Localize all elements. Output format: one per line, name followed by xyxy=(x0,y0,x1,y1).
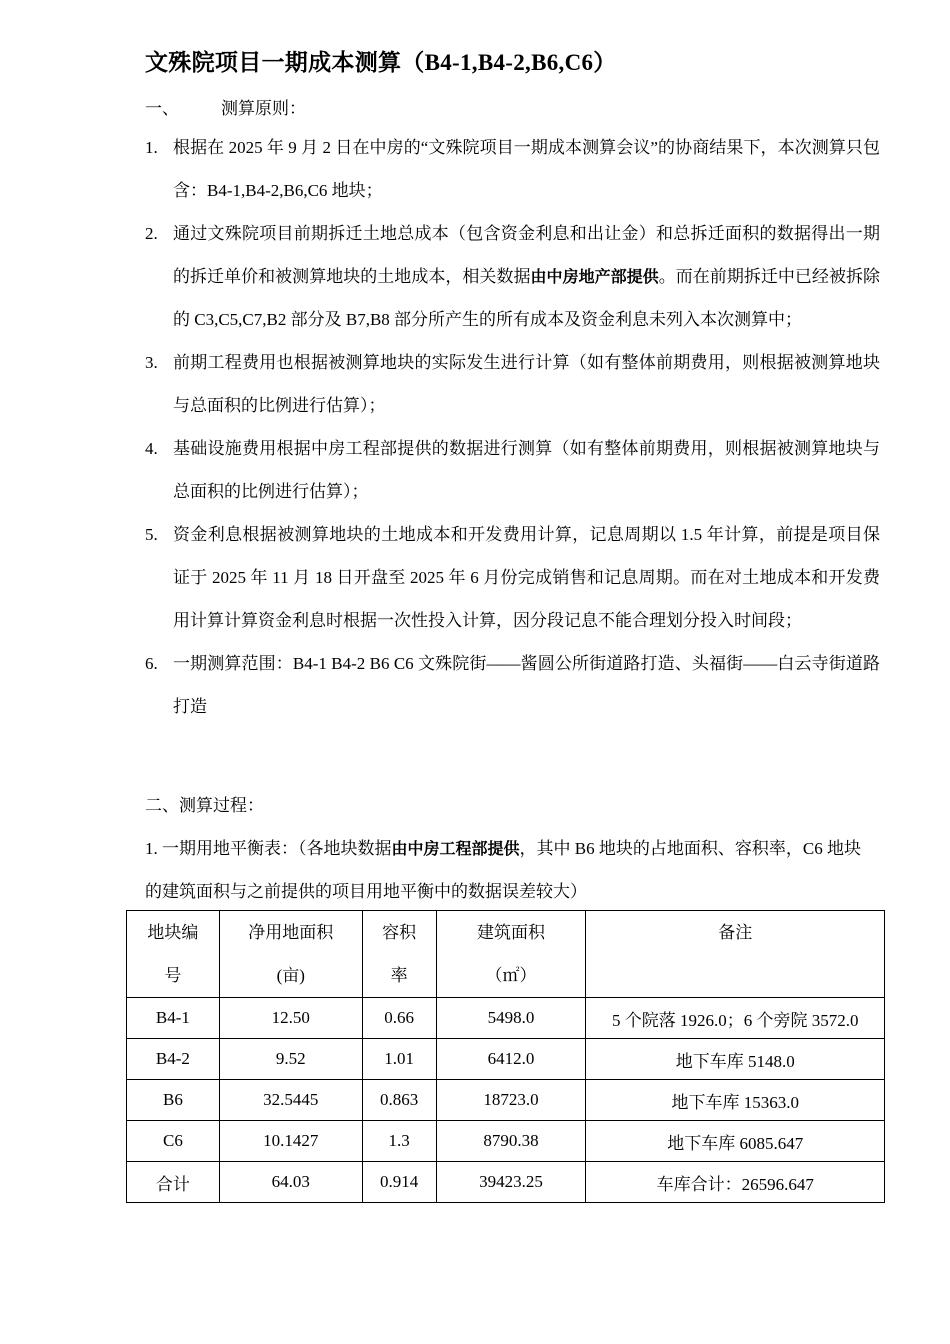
table-cell: 0.914 xyxy=(362,1162,436,1203)
table-cell: B4-1 xyxy=(127,998,220,1039)
column-header-plot-id: 地块编 号 xyxy=(127,911,220,998)
list-item-number: 1. xyxy=(145,138,158,157)
table-cell: 18723.0 xyxy=(436,1080,586,1121)
list-item xyxy=(145,341,880,427)
table-row xyxy=(127,1121,885,1162)
list-item xyxy=(145,212,880,341)
table-cell: 5498.0 xyxy=(436,998,586,1039)
list-item xyxy=(145,427,880,513)
table-row xyxy=(127,1080,885,1121)
table-cell: B6 xyxy=(127,1080,220,1121)
section-label: 测算原则： xyxy=(221,99,306,118)
list-item-number: 2. xyxy=(145,224,158,243)
table-header-row xyxy=(127,911,885,998)
table-cell: B4-2 xyxy=(127,1039,220,1080)
table-cell: 1.3 xyxy=(362,1121,436,1162)
list-item xyxy=(145,126,880,212)
table-cell: 9.52 xyxy=(219,1039,362,1080)
table-cell: 8790.38 xyxy=(436,1121,586,1162)
document-title: 文殊院项目一期成本测算（B4-1,B4-2,B6,C6） xyxy=(145,50,617,75)
table-cell: 5 个院落 1926.0；6 个旁院 3572.0 xyxy=(586,998,885,1039)
table-cell: 地下车库 6085.647 xyxy=(586,1121,885,1162)
table-cell: 地下车库 5148.0 xyxy=(586,1039,885,1080)
list-item-number: 3. xyxy=(145,353,158,372)
list-item-text: 根据在 2025 年 9 月 2 日在中房的“文殊院项目一期成本测算会议”的协商结果下，本次测算只包含：B4-1,B4-2,B6,C6 地块； xyxy=(173,138,880,200)
section-heading-process: 二、测算过程： xyxy=(145,796,264,815)
table-cell: 0.66 xyxy=(362,998,436,1039)
list-item-text: 资金利息根据被测算地块的土地成本和开发费用计算，记息周期以 1.5 年计算，前提是项目保证于 2025 年 11 月 18 日开盘至 2025 年 6 月份完成销售和记息周期。而在对土地成本和开发费用计算计算资金利息时根据一次性投入计算，因分段记息不能合理划分投入时间段； xyxy=(173,525,880,630)
list-item-text: 前期工程费用也根据被测算地块的实际发生进行计算（如有整体前期费用，则根据被测算地块与总面积的比例进行估算）； xyxy=(173,353,880,415)
table-cell: 32.5445 xyxy=(219,1080,362,1121)
list-item-text xyxy=(173,212,880,341)
table-cell: 6412.0 xyxy=(436,1039,586,1080)
section-heading-principles xyxy=(145,94,306,119)
list-item-text: 基础设施费用根据中房工程部提供的数据进行测算（如有整体前期费用，则根据被测算地块与总面积的比例进行估算）； xyxy=(173,439,880,501)
table-total-row xyxy=(127,1162,885,1203)
table-cell: 车库合计：26596.647 xyxy=(586,1162,885,1203)
land-balance-table xyxy=(126,910,885,1203)
column-header-remarks: 备注 xyxy=(586,911,885,998)
emphasis-text: 由中房工程部提供 xyxy=(391,839,520,858)
list-item-number: 4. xyxy=(145,439,158,458)
list-item xyxy=(145,513,880,642)
table-cell: 12.50 xyxy=(219,998,362,1039)
principles-list xyxy=(145,126,880,728)
note-text-part: 1. 一期用地平衡表：（各地块数据 xyxy=(145,839,392,858)
list-item-text-part: 。而在前期拆迁中已经被拆除的 C3,C5,C7,B2 部分及 B7,B8 部分所产生的所有成本及资金利息未列入本次测算中； xyxy=(173,267,881,329)
note-text-part: ，其中 B6 地块的占地面积、容积率，C6 地块的建筑面积与之前提供的项目用地平衡中的数据误差较大） xyxy=(145,839,861,901)
list-item xyxy=(145,642,880,728)
table-cell: C6 xyxy=(127,1121,220,1162)
table-cell: 合计 xyxy=(127,1162,220,1203)
list-item-text: 一期测算范围：B4-1 B4-2 B6 C6 文殊院街——酱圆公所街道路打造、头福街——白云寺街道路打造 xyxy=(173,654,880,716)
table-cell-total-floor-area: 39423.25 xyxy=(436,1162,586,1203)
emphasis-text: 由中房地产部提供 xyxy=(530,267,659,286)
table-row xyxy=(127,998,885,1039)
table-row xyxy=(127,1039,885,1080)
column-header-floor-area: 建筑面积 （㎡） xyxy=(436,911,586,998)
land-balance-note xyxy=(145,827,870,913)
list-item-number: 6. xyxy=(145,654,158,673)
list-item-number: 5. xyxy=(145,525,158,544)
table-cell: 0.863 xyxy=(362,1080,436,1121)
table-cell: 10.1427 xyxy=(219,1121,362,1162)
section-number: 一、 xyxy=(145,99,179,118)
column-header-plot-ratio: 容积 率 xyxy=(362,911,436,998)
column-header-net-area: 净用地面积 (亩) xyxy=(219,911,362,998)
table-cell-total-area: 64.03 xyxy=(219,1162,362,1203)
list-item-text-part: 通过文殊院项目前期拆迁土地总成本（包含资金利息和出让金）和总拆迁面积的数据得出一期的拆迁单价和被测算地块的土地成本，相关数据 xyxy=(173,224,880,286)
table-cell: 1.01 xyxy=(362,1039,436,1080)
table-cell: 地下车库 15363.0 xyxy=(586,1080,885,1121)
